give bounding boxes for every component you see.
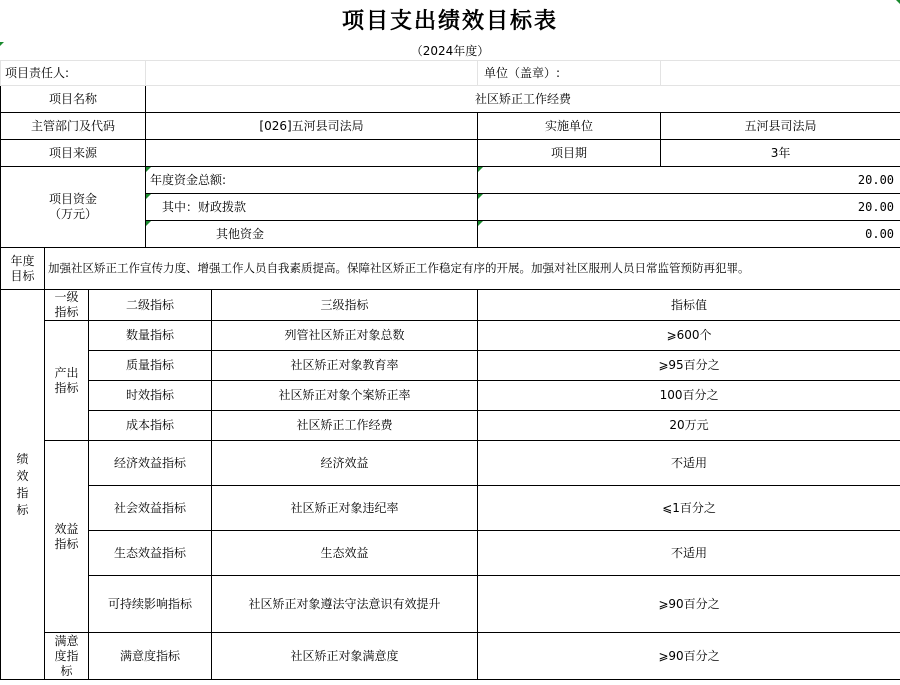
unit-label: 单位（盖章）:: [478, 61, 661, 86]
project-name-label: 项目名称: [1, 86, 146, 113]
level2-cell: 社会效益指标: [89, 486, 212, 531]
level2-cell: 时效指标: [89, 381, 212, 411]
level1-header-line2: 指标: [54, 305, 79, 319]
level1-header: [45, 290, 89, 321]
responsible-label: 项目责任人:: [1, 61, 146, 86]
funds-finance-value: 20.00: [478, 194, 900, 221]
annual-goal-row: [1, 248, 900, 290]
indicator-value-cell: ⩾95百分之: [478, 351, 900, 381]
project-source-label: 项目来源: [1, 140, 146, 167]
indicator-row: [1, 531, 900, 576]
level2-cell: 可持续影响指标: [89, 576, 212, 633]
page-title: 项目支出绩效目标表: [341, 8, 558, 34]
funds-label: [1, 167, 146, 248]
level2-cell: 成本指标: [89, 411, 212, 441]
funds-label-line1: 项目资金: [49, 192, 98, 206]
indicator-row: [1, 351, 900, 381]
indicator-value-cell: ⩾90百分之: [478, 633, 900, 680]
funds-total-label: 年度资金总额:: [146, 167, 478, 194]
indicator-value-header: 指标值: [478, 290, 900, 321]
output-group-label-line1: 产出: [54, 365, 79, 380]
project-name-value: 社区矫正工作经费: [146, 86, 900, 113]
indicator-value-cell: 100百分之: [478, 381, 900, 411]
benefit-group-label-line2: 指标: [54, 536, 79, 551]
indicator-section-label: [1, 290, 45, 680]
indicator-row: [1, 441, 900, 486]
funds-other-label: 其他资金: [146, 221, 478, 248]
department-row: [1, 113, 900, 140]
project-period-label: 项目期: [478, 140, 661, 167]
level3-cell: 社区矫正对象违纪率: [212, 486, 478, 531]
implementing-unit-label: 实施单位: [478, 113, 661, 140]
implementing-unit-value: 五河县司法局: [661, 113, 900, 140]
indicator-section-char: 效: [16, 468, 29, 483]
level3-cell: 社区矫正对象满意度: [212, 633, 478, 680]
level3-cell: 列管社区矫正对象总数: [212, 321, 478, 351]
funds-label-line2: （万元）: [49, 207, 98, 221]
annual-goal-label-line1: 年度: [10, 253, 35, 268]
source-row: [1, 140, 900, 167]
header-row: [1, 61, 900, 86]
level2-header: 二级指标: [89, 290, 212, 321]
department-value: [026]五河县司法局: [146, 113, 478, 140]
output-group-label-line2: 指标: [54, 380, 79, 395]
level3-cell: 社区矫正对象教育率: [212, 351, 478, 381]
unit-value: [661, 61, 900, 86]
level1-header-line1: 一级: [54, 290, 79, 304]
indicator-header-row: [1, 290, 900, 321]
funds-other-value: 0.00: [478, 221, 900, 248]
annual-goal-text: 加强社区矫正工作宣传力度、增强工作人员自我素质提高。保障社区矫正工作稳定有序的开展。加强对社区服刑人员日常监管预防再犯罪。: [45, 248, 900, 290]
indicator-row: [1, 633, 900, 680]
satisfaction-group-label: [45, 633, 89, 680]
funds-total-value: 20.00: [478, 167, 900, 194]
indicator-row: [1, 411, 900, 441]
indicator-value-cell: 20万元: [478, 411, 900, 441]
satisfaction-group-label-line1: 满意: [54, 633, 79, 648]
level2-cell: 质量指标: [89, 351, 212, 381]
level3-cell: 社区矫正对象个案矫正率: [212, 381, 478, 411]
level3-cell: 经济效益: [212, 441, 478, 486]
satisfaction-group-label-line2: 度指: [54, 648, 79, 663]
output-group-label: [45, 321, 89, 441]
project-source-value: [146, 140, 478, 167]
annual-goal-label-line2: 目标: [10, 268, 35, 283]
indicator-value-cell: ⩾90百分之: [478, 576, 900, 633]
indicator-value-cell: 不适用: [478, 441, 900, 486]
indicator-section-char: 标: [16, 502, 29, 517]
indicator-value-cell: ⩾600个: [478, 321, 900, 351]
indicator-value-cell: ⩽1百分之: [478, 486, 900, 531]
funds-finance-label: 其中：财政拨款: [146, 194, 478, 221]
level2-cell: 满意度指标: [89, 633, 212, 680]
project-name-row: [1, 86, 900, 113]
fiscal-year: （2024年度）: [410, 44, 490, 58]
benefit-group-label-line1: 效益: [54, 521, 79, 536]
indicator-row: [1, 321, 900, 351]
target-table: [0, 60, 900, 680]
level3-cell: 社区矫正对象遵法守法意识有效提升: [212, 576, 478, 633]
department-label: 主管部门及代码: [1, 113, 146, 140]
indicator-row: [1, 576, 900, 633]
level2-cell: 生态效益指标: [89, 531, 212, 576]
indicator-row: [1, 486, 900, 531]
annual-goal-label: [1, 248, 45, 290]
funds-total-row: [1, 167, 900, 194]
level2-cell: 数量指标: [89, 321, 212, 351]
indicator-value-cell: 不适用: [478, 531, 900, 576]
benefit-group-label: [45, 441, 89, 633]
indicator-section-char: 指: [16, 485, 29, 500]
project-period-value: 3年: [661, 140, 900, 167]
responsible-value: [146, 61, 478, 86]
satisfaction-group-label-line3: 标: [60, 663, 73, 678]
indicator-section-char: 绩: [16, 451, 29, 466]
indicator-row: [1, 381, 900, 411]
level3-cell: 社区矫正工作经费: [212, 411, 478, 441]
level3-header: 三级指标: [212, 290, 478, 321]
level2-cell: 经济效益指标: [89, 441, 212, 486]
level3-cell: 生态效益: [212, 531, 478, 576]
